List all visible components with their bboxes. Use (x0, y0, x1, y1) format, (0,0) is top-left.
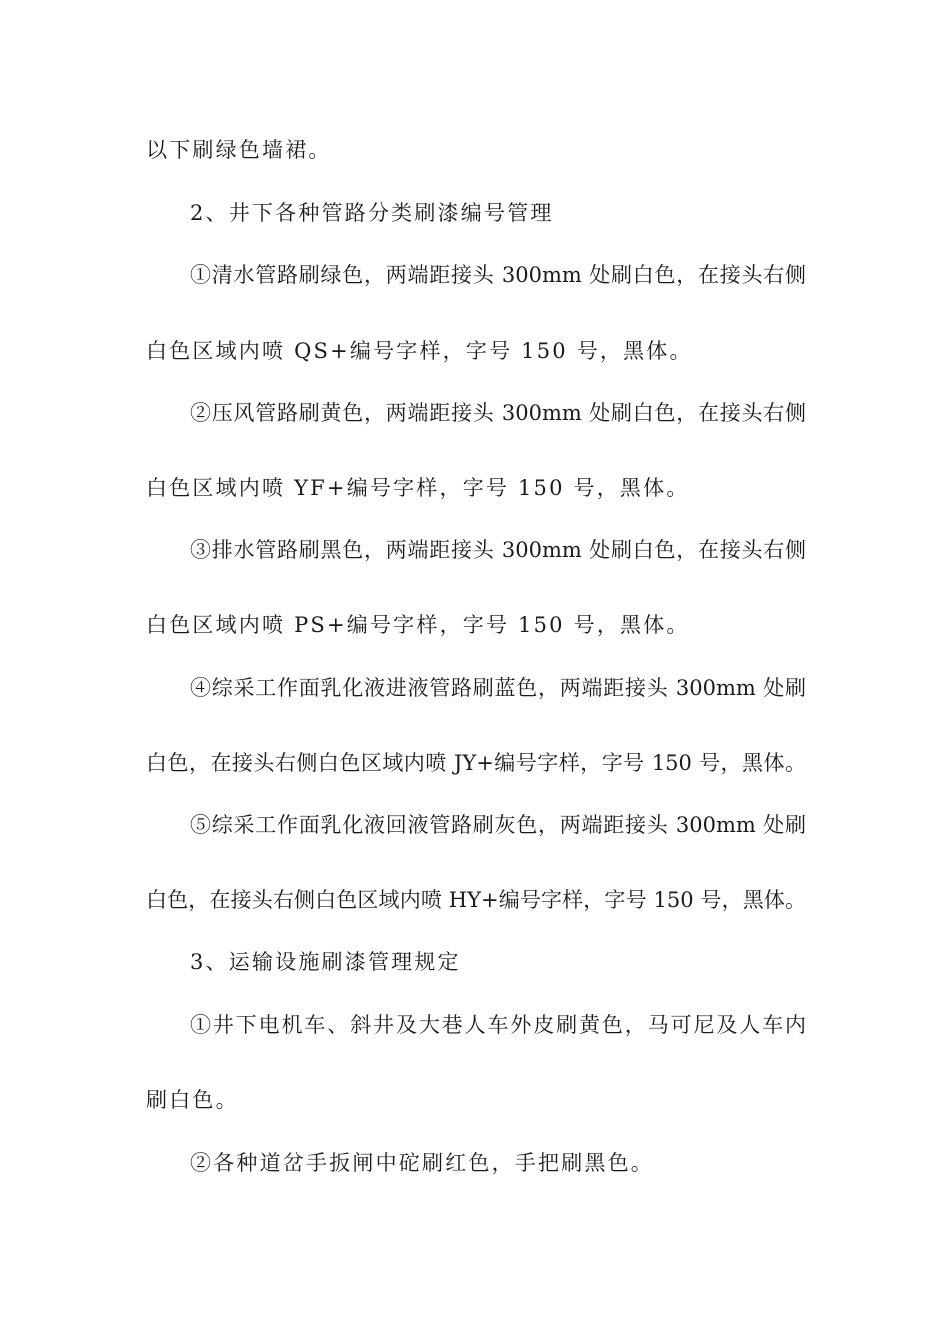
paragraph-line-1: 以下刷绿色墙裙。 (146, 138, 332, 162)
paragraph-line-4: 白色区域内喷 QS+编号字样，字号 150 号，黑体。 (146, 339, 693, 363)
paragraph-line-8: 白色区域内喷 PS+编号字样，字号 150 号，黑体。 (146, 613, 690, 637)
paragraph-line-6: 白色区域内喷 YF+编号字样，字号 150 号，黑体。 (146, 476, 690, 500)
section-heading-3: 3、运输设施刷漆管理规定 (190, 950, 461, 974)
paragraph-line-3: ①清水管路刷绿色，两端距接头 300mm 处刷白色，在接头右侧 (190, 263, 806, 287)
paragraph-line-12: 白色，在接头右侧白色区域内喷 HY+编号字样，字号 150 号，黑体。 (146, 888, 806, 912)
section-heading-2: 2、井下各种管路分类刷漆编号管理 (190, 201, 554, 225)
paragraph-line-16: ②各种道岔手扳闸中砣刷红色，手把刷黑色。 (190, 1151, 654, 1175)
paragraph-line-9: ④综采工作面乳化液进液管路刷蓝色，两端距接头 300mm 处刷 (190, 676, 806, 700)
paragraph-line-11: ⑤综采工作面乳化液回液管路刷灰色，两端距接头 300mm 处刷 (190, 813, 806, 837)
paragraph-line-5: ②压风管路刷黄色，两端距接头 300mm 处刷白色，在接头右侧 (190, 401, 806, 425)
paragraph-line-7: ③排水管路刷黑色，两端距接头 300mm 处刷白色，在接头右侧 (190, 538, 806, 562)
paragraph-line-10: 白色，在接头右侧白色区域内喷 JY+编号字样，字号 150 号，黑体。 (146, 751, 806, 775)
paragraph-line-15: 刷白色。 (146, 1088, 239, 1112)
paragraph-line-14: ①井下电机车、斜井及大巷人车外皮刷黄色，马可尼及人车内 (190, 1013, 806, 1037)
